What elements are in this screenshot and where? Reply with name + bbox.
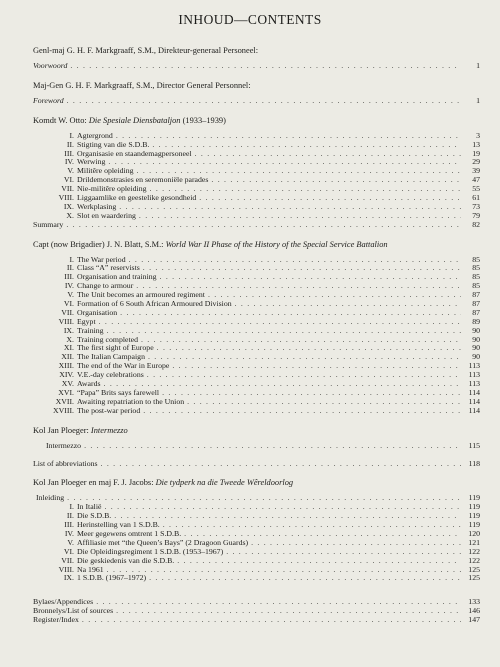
entry-page: 113: [468, 379, 480, 389]
entry-title: The post-war period: [77, 405, 141, 415]
entry-page: 120: [468, 528, 480, 538]
dot-leader: [199, 194, 461, 203]
toc-entry: [0, 566, 500, 575]
dot-leader: [107, 327, 461, 336]
entry-number: VIII.: [58, 316, 74, 326]
spacer: [0, 416, 500, 425]
entry-page: 119: [468, 502, 480, 512]
dot-leader: [116, 132, 461, 141]
dot-leader: [195, 150, 461, 159]
entry-title: Herinstelling van 1 S.D.B.: [77, 520, 160, 530]
entry-page: 85: [472, 281, 480, 291]
entry-number: VI.: [63, 546, 74, 556]
entry-title: Na 1961: [77, 564, 104, 574]
entry-title: 1 S.D.B. (1967–1972): [77, 573, 147, 583]
toc-entry: [0, 521, 500, 530]
toc-entry: [0, 282, 500, 291]
dot-leader: [177, 557, 461, 566]
entry-page: 87: [472, 299, 480, 309]
entry-title: Bronnelys/List of sources: [33, 606, 114, 616]
back-matter-entry: [0, 616, 500, 625]
toc-entry: [0, 460, 500, 469]
entry-page: 55: [472, 184, 480, 194]
dot-leader: [114, 512, 461, 521]
entry-page: 113: [468, 361, 480, 371]
entry-title: Organisation: [77, 307, 118, 317]
dot-leader: [139, 212, 461, 221]
entry-number: VIII.: [58, 193, 74, 203]
toc-entry: [0, 132, 500, 141]
entry-title: Agtergrond: [77, 130, 113, 140]
dot-leader: [108, 158, 461, 167]
toc-entry: [0, 574, 500, 583]
dot-leader: [67, 97, 461, 106]
entry-page: 19: [472, 148, 480, 158]
entry-title: Organisasie en staandemagpersoneel: [77, 148, 192, 158]
dot-leader: [66, 221, 461, 230]
entry-number: XVI.: [58, 387, 74, 397]
toc-entry: [0, 494, 500, 503]
toc-entry: [0, 158, 500, 167]
section-work-title: Die tydperk na die Tweede Wêreldoorlog: [155, 478, 294, 488]
toc-entry: [0, 176, 500, 185]
entry-title: Summary: [33, 219, 64, 229]
entry-page: 85: [472, 272, 480, 282]
entry-title: The end of the War in Europe: [77, 361, 170, 371]
entry-number: XIV.: [59, 370, 74, 380]
entry-title: Intermezzo: [46, 440, 82, 450]
dot-leader: [150, 185, 461, 194]
entry-number: V.: [67, 290, 74, 300]
section-title-text: Maj-Gen G. H. F. Markgraaff, S.M., Director General Personnel:: [33, 80, 251, 90]
entry-title: In Italië: [77, 502, 102, 512]
entry-number: VI.: [63, 175, 74, 185]
section-work-title: World War II Phase of the History of the Special Service Battalion: [165, 239, 388, 249]
entry-title: Formation of 6 South African Armoured Division: [77, 299, 232, 309]
entry-number: II.: [66, 511, 74, 521]
entry-page: 13: [472, 139, 480, 149]
toc-entry: [0, 212, 500, 221]
entry-page: 119: [468, 520, 480, 530]
entry-page: 1: [476, 95, 480, 105]
dot-leader: [101, 460, 461, 469]
entry-number: III.: [64, 148, 74, 158]
toc-entry: [0, 291, 500, 300]
dot-leader: [82, 616, 461, 625]
entry-title: Die Opleidingsregiment 1 S.D.B. (1953–1967): [77, 546, 224, 556]
entry-title: List of abbreviations: [33, 458, 98, 468]
dot-leader: [67, 494, 461, 503]
dot-leader: [120, 309, 461, 318]
entry-title: Training: [77, 325, 104, 335]
dot-leader: [172, 362, 461, 371]
dot-leader: [152, 141, 461, 150]
section-author: Capt (now Brigadier) J. N. Blatt, S.M.:: [33, 239, 166, 249]
toc-entry: [0, 371, 500, 380]
toc-entry: [0, 300, 500, 309]
entry-title: Foreword: [33, 95, 64, 105]
dot-leader: [157, 344, 461, 353]
entry-title: Stigting van die S.D.B.: [77, 139, 150, 149]
entry-title: The Unit becomes an armoured regiment: [77, 290, 205, 300]
dot-leader: [211, 176, 461, 185]
section-title: [0, 477, 500, 488]
page-title: INHOUD—CONTENTS: [178, 12, 322, 27]
entry-page: 90: [472, 352, 480, 362]
entry-page: 90: [472, 325, 480, 335]
dot-leader: [160, 273, 461, 282]
section-title: [0, 45, 500, 56]
entry-title: Die S.D.B.: [77, 511, 112, 521]
dot-leader: [226, 548, 461, 557]
entry-title: Class “A” reservists: [77, 263, 140, 273]
dot-leader: [129, 256, 461, 265]
section-work-title: Die Spesiale Diensbataljon: [88, 115, 181, 125]
entry-page: 87: [472, 290, 480, 300]
entry-page: 47: [472, 175, 480, 185]
entry-title: The Italian Campaign: [77, 352, 145, 362]
toc-entry: [0, 557, 500, 566]
toc-entry: [0, 362, 500, 371]
entry-page: 125: [468, 564, 480, 574]
section-author: Kol Jan Ploeger:: [33, 425, 91, 435]
entry-number: XV.: [61, 379, 74, 389]
section-title: [0, 115, 500, 126]
entry-number: X.: [66, 334, 74, 344]
toc-entry: [0, 344, 500, 353]
toc-entry: [0, 442, 500, 451]
entry-page: 114: [468, 405, 480, 415]
entry-title: Bylaes/Appendices: [33, 597, 94, 607]
dot-leader: [70, 62, 461, 71]
section-title: [0, 425, 500, 436]
toc-entry: [0, 503, 500, 512]
toc-entry: [0, 530, 500, 539]
entry-page: 1: [476, 61, 480, 70]
entry-page: 114: [468, 396, 480, 406]
entry-number: II.: [66, 139, 74, 149]
toc-entry: [0, 141, 500, 150]
section-title: [0, 80, 500, 91]
entry-page: 122: [468, 546, 480, 556]
dot-leader: [187, 398, 461, 407]
entry-number: IV.: [64, 281, 74, 291]
entry-number: VII.: [61, 555, 74, 565]
toc-entry: [0, 318, 500, 327]
dot-leader: [149, 574, 461, 583]
toc-entry: [0, 167, 500, 176]
entry-page: 82: [472, 219, 480, 229]
entry-number: III.: [64, 520, 74, 530]
section-title-tail: (1933–1939): [180, 115, 226, 125]
dot-leader: [143, 264, 461, 273]
entry-page: 118: [468, 458, 480, 468]
entry-title: Awards: [77, 379, 101, 389]
entry-title: Werwing: [77, 157, 106, 167]
entry-number: I.: [69, 502, 74, 512]
entry-title: The first sight of Europe: [77, 343, 154, 353]
entry-number: V.: [67, 166, 74, 176]
dot-leader: [84, 442, 461, 451]
entry-page: 121: [468, 537, 480, 547]
section-author: Komdt W. Otto:: [33, 115, 89, 125]
toc-entry: [0, 221, 500, 230]
entry-number: IV.: [64, 157, 74, 167]
entry-title: Nie-militêre opleiding: [77, 184, 147, 194]
entry-number: XVIII.: [53, 405, 74, 415]
entry-page: 85: [472, 254, 480, 264]
dot-leader: [208, 291, 461, 300]
section-title: [0, 239, 500, 250]
dot-leader: [148, 353, 461, 362]
spacer: [0, 106, 500, 115]
entry-title: Egypt: [77, 316, 96, 326]
entry-title: Affiliasie met “the Queen’s Bays” (2 Dragoon Guards): [77, 537, 249, 547]
entry-number: I.: [69, 254, 74, 264]
toc-entry: [0, 309, 500, 318]
entry-number: III.: [64, 272, 74, 282]
entry-number: XI.: [63, 343, 74, 353]
entry-page: 3: [476, 130, 480, 140]
dot-leader: [235, 300, 461, 309]
entry-number: XII.: [61, 352, 74, 362]
dot-leader: [96, 598, 461, 607]
toc-entry: [0, 353, 500, 362]
entry-number: VII.: [61, 184, 74, 194]
entry-number: IV.: [64, 528, 74, 538]
entry-page: 90: [472, 334, 480, 344]
entry-page: 125: [468, 573, 480, 583]
entry-title: Die geskiedenis van die S.D.B.: [77, 555, 175, 565]
section-author: Kol Jan Ploeger en maj F. J. Jacobs:: [33, 478, 156, 488]
spacer: [0, 230, 500, 239]
entry-page: 119: [468, 511, 480, 521]
contents-list: [0, 45, 500, 625]
entry-title: Slot en waardering: [77, 210, 136, 220]
entry-title: Liggaamlike en geestelike gesondheid: [77, 193, 197, 203]
section-work-title: Intermezzo: [90, 425, 128, 435]
entry-page: 122: [468, 555, 480, 565]
entry-title: Inleiding: [36, 493, 65, 503]
toc-entry: [0, 539, 500, 548]
dot-leader: [163, 521, 461, 530]
toc-entry: [0, 512, 500, 521]
dot-leader: [116, 607, 461, 616]
spacer: [0, 71, 500, 80]
section-title-text: Genl-maj G. H. F. Markgraaff, S.M., Direkteur-generaal Personeel:: [33, 46, 259, 55]
entry-title: Organisation and training: [77, 272, 157, 282]
entry-page: 113: [468, 370, 480, 380]
entry-number: VI.: [63, 299, 74, 309]
dot-leader: [147, 371, 461, 380]
toc-entry: [0, 194, 500, 203]
dot-leader: [107, 566, 461, 575]
dot-leader: [143, 407, 461, 416]
toc-entry: [0, 97, 500, 106]
entry-number: X.: [66, 210, 74, 220]
entry-title: V.E.-day celebrations: [77, 370, 144, 380]
entry-title: Militêre opleiding: [77, 166, 134, 176]
entry-page: 133: [468, 597, 480, 607]
entry-page: 87: [472, 307, 480, 317]
dot-leader: [251, 539, 461, 548]
entry-number: II.: [66, 263, 74, 273]
toc-entry: [0, 398, 500, 407]
entry-page: 146: [468, 606, 480, 616]
entry-title: Drildemonstrasies en seremoniële parades: [77, 175, 209, 185]
dot-leader: [104, 503, 461, 512]
dot-leader: [162, 389, 461, 398]
entry-page: 119: [468, 493, 480, 503]
entry-page: 85: [472, 263, 480, 273]
toc-entry: [0, 185, 500, 194]
entry-number: VII.: [61, 307, 74, 317]
spacer: [0, 583, 500, 592]
entry-page: 89: [472, 316, 480, 326]
entry-title: “Papa” Brits says farewell: [77, 387, 160, 397]
entry-page: 147: [468, 615, 480, 625]
toc-entry: [0, 389, 500, 398]
entry-number: IX.: [63, 573, 74, 583]
entry-page: 115: [468, 440, 480, 450]
toc-entry: [0, 548, 500, 557]
entry-number: IX.: [63, 325, 74, 335]
dot-leader: [141, 336, 461, 345]
toc-entry: [0, 203, 500, 212]
entry-page: 73: [472, 201, 480, 211]
entry-page: 114: [468, 387, 480, 397]
entry-number: V.: [67, 537, 74, 547]
toc-entry: [0, 62, 500, 71]
entry-title: Meer gegewens omtrent 1 S.D.B.: [77, 528, 182, 538]
entry-number: XVII.: [55, 396, 74, 406]
entry-title: Voorwoord: [33, 61, 68, 70]
entry-title: Training completed: [77, 334, 138, 344]
dot-leader: [119, 203, 461, 212]
toc-entry: [0, 264, 500, 273]
toc-entry: [0, 273, 500, 282]
entry-title: Change to armour: [77, 281, 134, 291]
entry-title: The War period: [77, 254, 126, 264]
entry-number: I.: [69, 130, 74, 140]
entry-number: VIII.: [58, 564, 74, 574]
toc-entry: [0, 336, 500, 345]
entry-number: IX.: [63, 201, 74, 211]
entry-page: 79: [472, 210, 480, 220]
entry-title: Register/Index: [33, 615, 79, 625]
entry-number: XIII.: [58, 361, 74, 371]
toc-entry: [0, 327, 500, 336]
entry-page: 39: [472, 166, 480, 176]
entry-page: 61: [472, 193, 480, 203]
toc-entry: [0, 407, 500, 416]
entry-title: Awaiting repatriation to the Union: [77, 396, 185, 406]
toc-entry: [0, 256, 500, 265]
dot-leader: [99, 318, 461, 327]
entry-page: 29: [472, 157, 480, 167]
toc-entry: [0, 150, 500, 159]
entry-title: Werkplasing: [77, 201, 117, 211]
toc-entry: [0, 380, 500, 389]
entry-page: 90: [472, 343, 480, 353]
spacer: [0, 468, 500, 477]
